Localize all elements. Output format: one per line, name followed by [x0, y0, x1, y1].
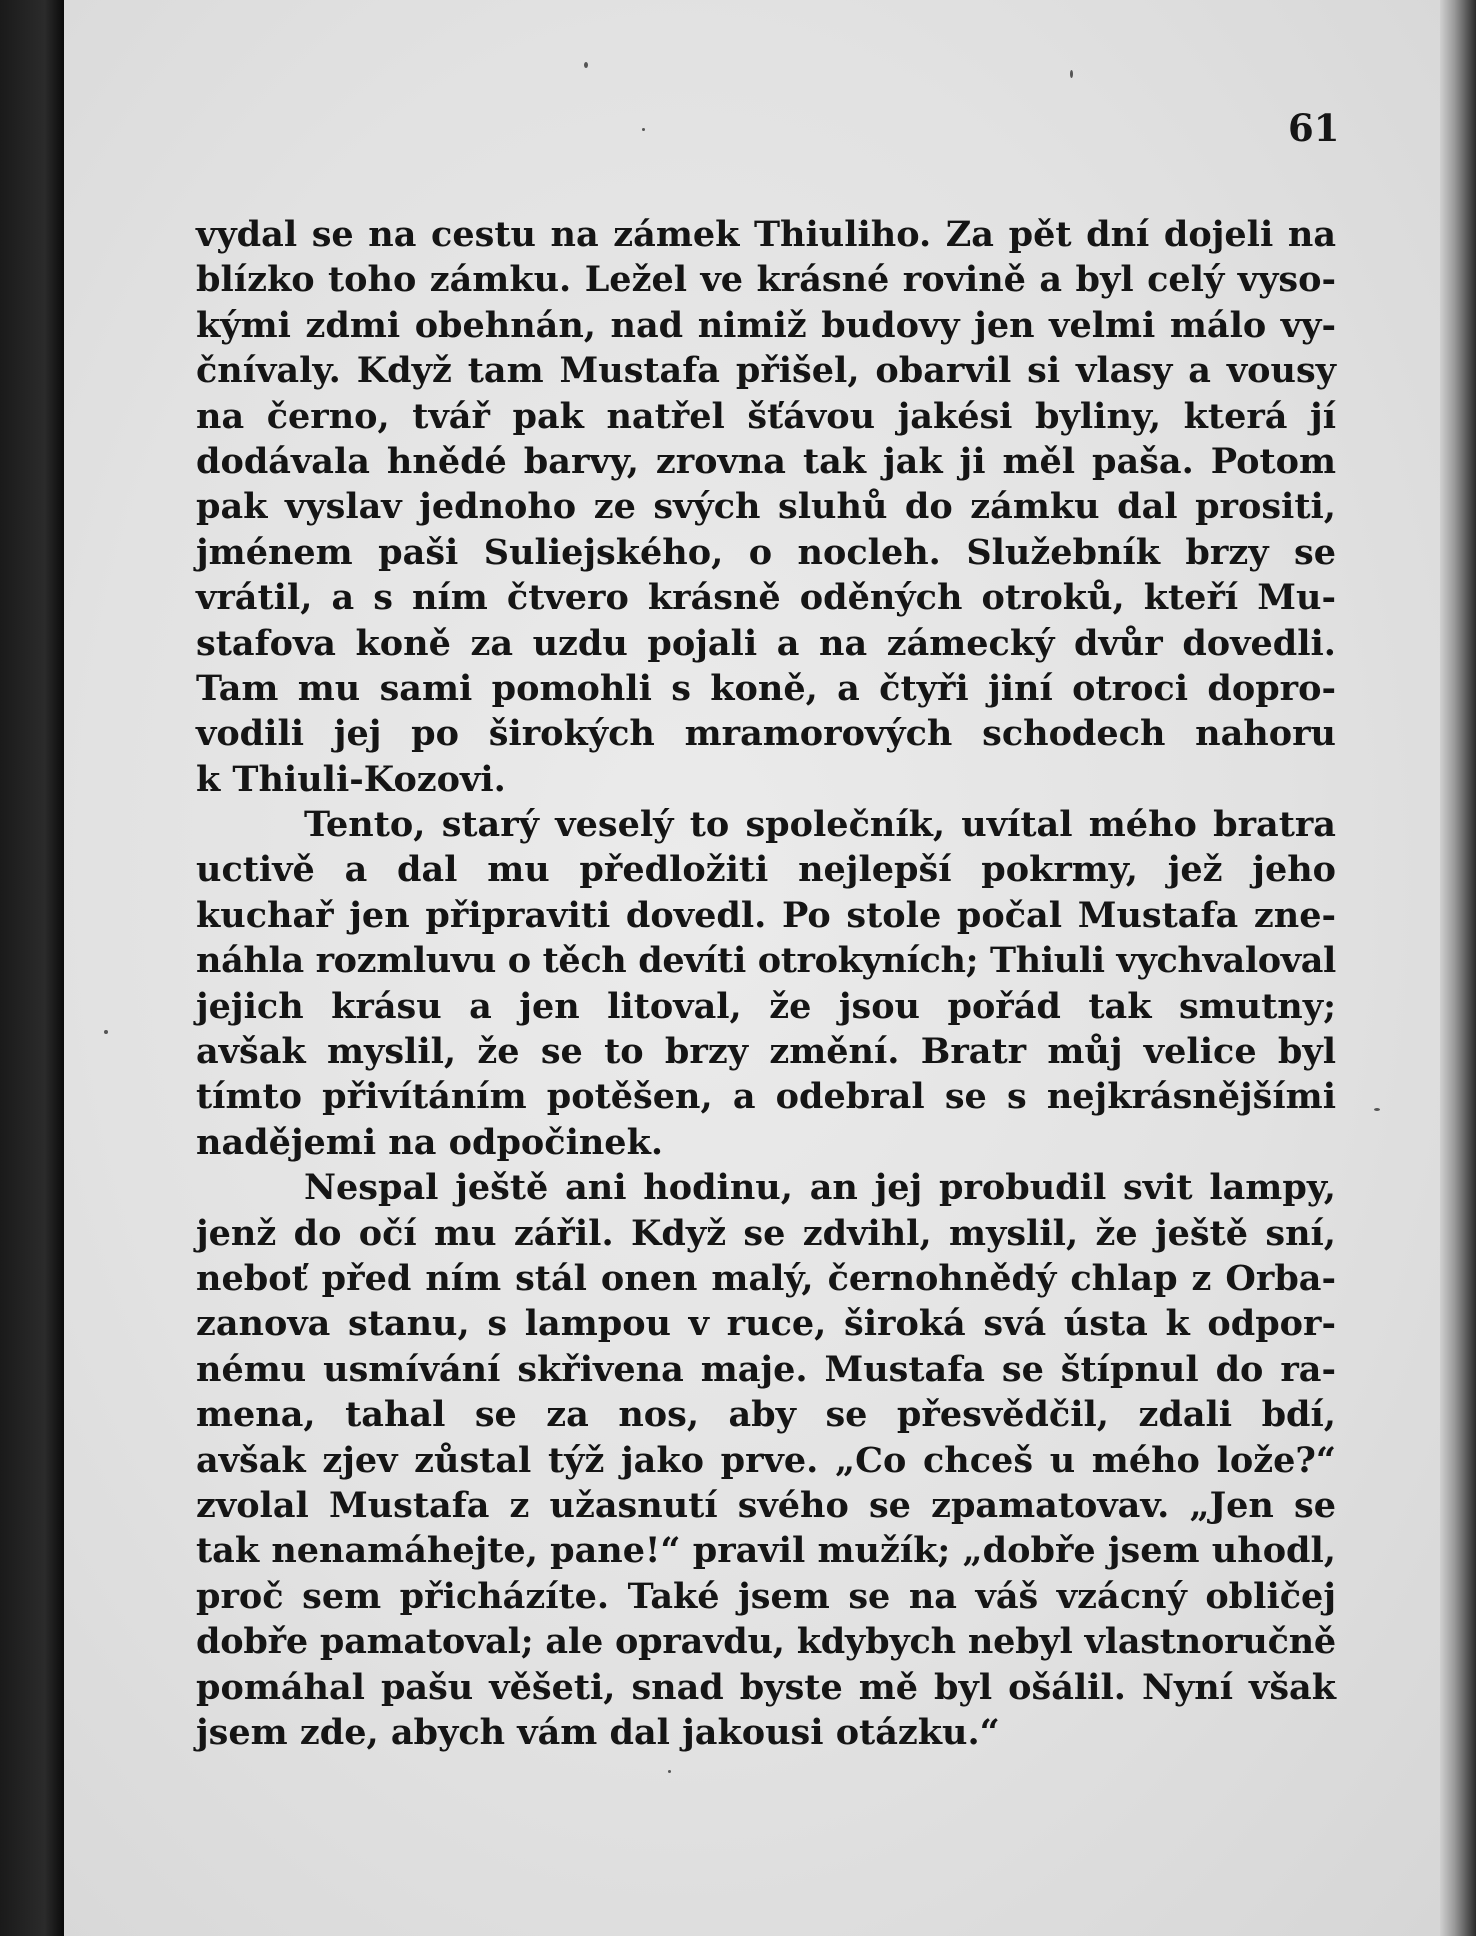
text-line: vydal se na cestu na zámek Thiuliho. Za pět dní dojeli na — [196, 214, 1336, 255]
text-line: nému usmívání skřivena maje. Mustafa se štípnul do ra- — [196, 1348, 1336, 1390]
text-line: avšak zjev zůstal týž jako prve. „Co chceš u mého lože?“ — [196, 1439, 1336, 1481]
paper-speck — [1070, 70, 1073, 78]
paper-speck — [642, 128, 645, 131]
text-line: mena, tahal se za nos, aby se přesvědčil, zdali bdí, — [196, 1394, 1336, 1436]
text-line: pak vyslav jednoho ze svých sluhů do zámku dal prositi, — [196, 486, 1336, 528]
text-line: pomáhal pašu věšeti, snad byste mě byl ošálil. Nyní však — [196, 1666, 1336, 1708]
text-line: na černo, tvář pak natřel šťávou jakési byliny, která jí — [196, 395, 1336, 437]
paragraph-2 — [196, 802, 1336, 1165]
text-line: tímto přivítáním potěšen, a odebral se s nejkrásnějšími — [196, 1076, 1336, 1118]
text-line: tak nenamáhejte, pane!“ pravil mužík; „dobře jsem uhodl, — [196, 1530, 1336, 1572]
text-line: Tam mu sami pomohli s koně, a čtyři jiní otroci dopro- — [196, 667, 1336, 709]
text-line: dobře pamatoval; ale opravdu, kdybych nebyl vlastnoručně — [196, 1621, 1336, 1663]
text-line: blízko toho zámku. Ležel ve krásné rovině a byl celý vyso- — [196, 259, 1336, 301]
text-line: jménem paši Suliejského, o nocleh. Služebník brzy se — [196, 531, 1336, 573]
text-line: uctivě a dal mu předložiti nejlepší pokrmy, jež jeho — [196, 849, 1336, 891]
text-line: neboť před ním stál onen malý, černohnědý chlap z Orba- — [196, 1257, 1336, 1299]
text-line: vodili jej po širokých mramorových schodech nahoru — [196, 713, 1336, 755]
text-line: čnívaly. Když tam Mustafa přišel, obarvil si vlasy a vousy — [196, 350, 1336, 392]
text-line: proč sem přicházíte. Také jsem se na váš vzácný obličej — [196, 1575, 1336, 1617]
text-line: zanova stanu, s lampou v ruce, široká svá ústa k odpor- — [196, 1303, 1336, 1345]
text-line: Nespal ještě ani hodinu, an jej probudil svit lampy, — [304, 1167, 1336, 1209]
text-line: k Thiuli-Kozovi. — [196, 758, 506, 800]
text-line: kuchař jen připraviti dovedl. Po stole počal Mustafa zne- — [196, 894, 1336, 936]
page-edge — [1440, 0, 1476, 1936]
text-line: náhla rozmluvu o těch devíti otrokyních; Thiuli vychvaloval — [196, 940, 1336, 982]
paper-speck — [584, 62, 588, 68]
text-line: dodávala hnědé barvy, zrovna tak jak ji měl paša. Potom — [196, 440, 1336, 482]
text-line: jsem zde, abych vám dal jakousi otázku.“ — [196, 1711, 1000, 1753]
text-line: jejich krásu a jen litoval, že jsou pořád tak smutny; — [196, 985, 1336, 1027]
text-line: Tento, starý veselý to společník, uvítal mého bratra — [304, 804, 1336, 846]
text-line: zvolal Mustafa z užasnutí svého se zpamatovav. „Jen se — [196, 1484, 1336, 1526]
text-line: stafova koně za uzdu pojali a na zámecký dvůr dovedli. — [196, 622, 1336, 664]
text-line: avšak myslil, že se to brzy změní. Bratr můj velice byl — [196, 1031, 1336, 1073]
text-line: kými zdmi obehnán, nad nimiž budovy jen velmi málo vy- — [196, 304, 1336, 346]
page-body — [196, 212, 1336, 1755]
paper-speck — [668, 1770, 671, 1773]
text-line: vrátil, a s ním čtvero krásně oděných otroků, kteří Mu- — [196, 577, 1336, 619]
paper-speck — [104, 1030, 108, 1034]
text-line: nadějemi na odpočinek. — [196, 1121, 664, 1163]
paragraph-3 — [196, 1165, 1336, 1755]
text-line: jenž do očí mu zářil. Když se zdvihl, myslil, že ještě sní, — [196, 1212, 1336, 1254]
paper-speck — [1374, 1108, 1380, 1111]
binding-shadow — [0, 0, 64, 1936]
page-number: 61 — [1288, 106, 1340, 150]
paragraph-1 — [196, 212, 1336, 802]
